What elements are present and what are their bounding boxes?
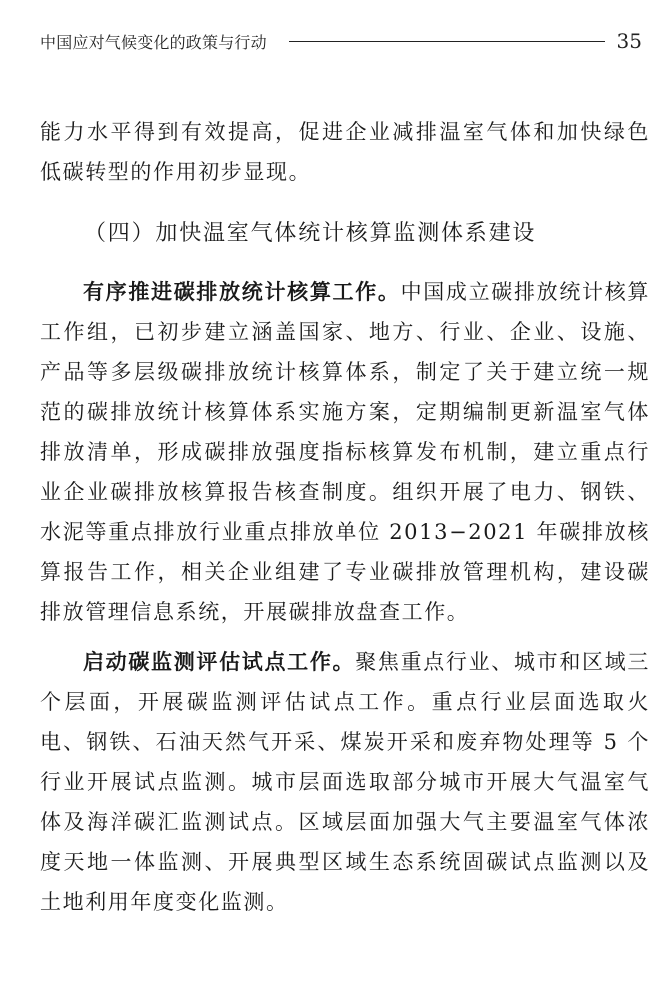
page-number: 35 [616,29,642,53]
running-header [40,28,642,54]
paragraph-text: 中国成立碳排放统计核算工作组，已初步建立涵盖国家、地方、行业、企业、设施、产品等多层级碳排放统计核算体系，制定了关于建立统一规范的碳排放统计核算体系实施方案，定期编制更新温室气体排放清单，形成碳排放强度指标核算发布机制，建立重点行业企业碳排放核算报告核查制度。组织开展了电力、钢铁、水泥等重点排放行业重点排放单位 2013−2021 年碳排放核算报告工作，相关企业组建了专业碳排放管理机构，建设碳排放管理信息系统，开展碳排放盘查工作。 [40,280,650,624]
section-heading: （四）加快温室气体统计核算监测体系建设 [84,221,537,246]
paragraph-monitoring [40,642,650,922]
continued-paragraph: 能力水平得到有效提高，促进企业减排温室气体和加快绿色低碳转型的作用初步显现。 [40,120,650,184]
paragraph-statistics [40,272,650,632]
paragraph-text: 聚焦重点行业、城市和区域三个层面，开展碳监测评估试点工作。重点行业层面选取火电、钢铁、石油天然气开采、煤炭开采和废弃物处理等 5 个行业开展试点监测。城市层面选取部分城市开展大气温室气体及海洋碳汇监测试点。区域层面加强大气主要温室气体浓度天地一体监测、开展典型区域生态系统固碳试点监测以及土地利用年度变化监测。 [40,650,650,914]
header-title: 中国应对气候变化的政策与行动 [40,32,267,52]
paragraph-lead: 启动碳监测评估试点工作。 [83,650,356,674]
paragraph-lead: 有序推进碳排放统计核算工作。 [83,280,401,304]
header-rule [289,41,605,42]
body-text [40,112,650,922]
